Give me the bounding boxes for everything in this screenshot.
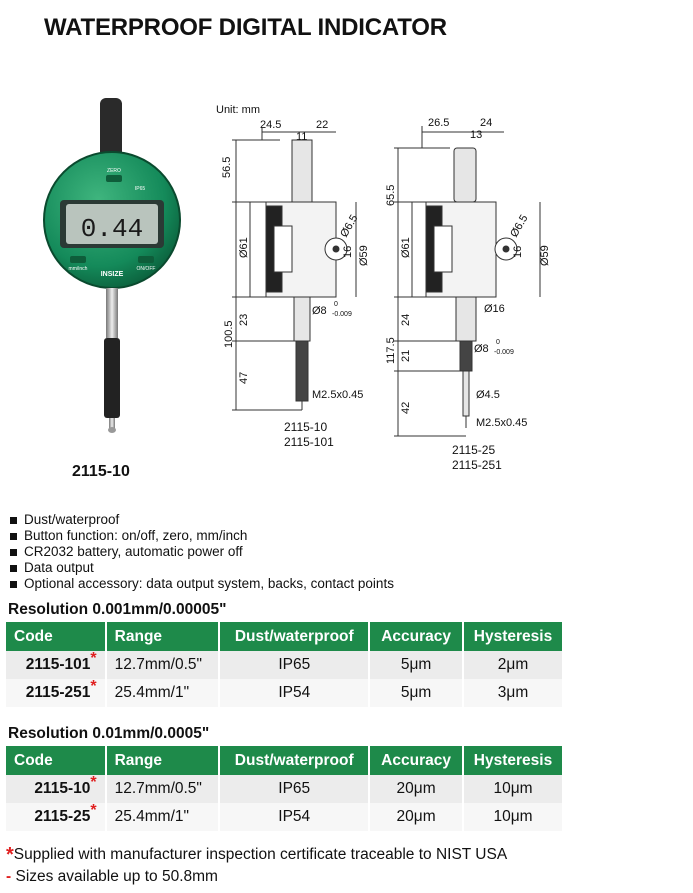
rating-cell: IP65 [219,651,369,679]
rating-label: IP65 [134,186,146,192]
dim-d61: Ø61 [238,237,250,258]
asterisk-mark: * [6,844,14,866]
col-code: Code [6,746,106,775]
dim-11: 11 [296,131,308,143]
mm-inch-label: mm/inch [68,266,88,272]
hysteresis-cell: 10μm [463,775,563,803]
rubber-boot [104,338,120,418]
col-rating: Dust/waterproof [219,746,369,775]
dim-22: 22 [316,119,329,131]
feature-item: Optional accessory: data output system, backs, contact points [8,576,394,592]
feature-item: Data output [8,560,394,576]
hysteresis-cell: 10μm [463,803,563,831]
stem [106,288,118,338]
range-cell: 25.4mm/1" [106,679,220,707]
dim-42: 42 [400,401,412,414]
contact-point [108,427,116,433]
code-cell: 2115-25 [34,808,91,825]
col-range: Range [106,746,220,775]
dim-d59: Ø59 [358,245,370,266]
spec-table-1 [6,622,564,707]
top-cap [100,98,122,158]
brand-logo: INSIZE [100,271,124,278]
drawing-right-models: 2115-25 2115-251 [452,443,502,472]
dim-24-5: 24.5 [260,119,282,131]
feature-item: Button function: on/off, zero, mm/inch [8,528,394,544]
dim-d8-r-lower: -0.009 [494,349,514,356]
table-row [6,775,563,803]
dim-d8-upper: 0 [334,301,338,308]
accuracy-cell: 20μm [369,775,463,803]
dim-d16: Ø16 [484,303,505,315]
dash-mark: - [6,868,12,885]
table-row [6,651,563,679]
dim-100-5: 100.5 [223,320,235,348]
col-hysteresis: Hysteresis [463,746,563,775]
accuracy-cell: 5μm [369,679,463,707]
range-cell: 12.7mm/0.5" [106,775,220,803]
asterisk-mark: * [90,678,97,695]
col-accuracy: Accuracy [369,622,463,651]
rating-cell: IP54 [219,803,369,831]
code-cell: 2115-101 [25,656,91,673]
table-row [6,803,563,831]
code-cell: 2115-251 [25,684,91,701]
dim-21: 21 [400,349,412,362]
resolution-heading-1: Resolution 0.001mm/0.00005" [8,601,227,618]
lcd-reading: 0.44 [80,214,144,244]
unit-label: Unit: mm [216,104,260,116]
dim-d8: Ø8 [312,305,327,317]
dim-26-5: 26.5 [428,117,450,129]
col-accuracy: Accuracy [369,746,463,775]
col-code: Code [6,622,106,651]
product-caption: 2115-10 [72,463,130,480]
drawing-left-models: 2115-10 2115-101 [284,420,334,449]
rating-cell: IP65 [219,775,369,803]
page-title: WATERPROOF DIGITAL INDICATOR [44,14,447,41]
dim-d4-5: Ø4.5 [476,389,500,401]
dim-d59-r: Ø59 [539,245,551,266]
col-hysteresis: Hysteresis [463,622,563,651]
feature-item: CR2032 battery, automatic power off [8,544,394,560]
dim-thread: M2.5x0.45 [312,389,364,401]
dim-117-5: 117.5 [385,337,397,364]
dim-24-r: 24 [400,313,412,326]
dim-d8-lower: -0.009 [332,311,352,318]
dim-24-top: 24 [480,117,493,129]
feature-item: Dust/waterproof [8,512,394,528]
dim-d61-r: Ø61 [400,237,412,258]
footnote-sizes: - Sizes available up to 50.8mm [6,868,218,885]
range-cell: 12.7mm/0.5" [106,651,220,679]
resolution-heading-2: Resolution 0.01mm/0.0005" [8,725,210,742]
zero-label: ZERO [107,168,121,174]
asterisk-mark: * [90,774,97,791]
dim-47: 47 [238,371,250,384]
dim-65-5: 65.5 [385,184,397,206]
dim-23: 23 [238,313,250,326]
asterisk-mark: * [90,650,97,667]
spec-table-2 [6,746,564,831]
hysteresis-cell: 3μm [463,679,563,707]
asterisk-mark: * [90,802,97,819]
dim-16-r: 16 [512,245,524,258]
indicator-photo [40,92,190,437]
dim-thread-r: M2.5x0.45 [476,417,528,429]
rating-cell: IP54 [219,679,369,707]
dim-16: 16 [342,245,354,258]
code-cell: 2115-10 [34,780,91,797]
dim-13: 13 [470,129,483,141]
drawing-2115-25 [385,117,570,448]
col-range: Range [106,622,220,651]
dim-d6-5-r: Ø6.5 [508,212,531,240]
range-cell: 25.4mm/1" [106,803,220,831]
dim-d6-5: Ø6.5 [338,212,361,240]
dim-56-5: 56.5 [221,156,233,178]
col-rating: Dust/waterproof [219,622,369,651]
footnote-certificate: *Supplied with manufacturer inspection certificate traceable to NIST USA [6,844,508,866]
accuracy-cell: 5μm [369,651,463,679]
drawing-2115-10 [220,118,390,418]
table-row [6,679,563,707]
dim-d8-r: Ø8 [474,343,489,355]
hysteresis-cell: 2μm [463,651,563,679]
accuracy-cell: 20μm [369,803,463,831]
dim-d8-r-upper: 0 [496,339,500,346]
feature-list [8,512,394,592]
onoff-label: ON/OFF [136,266,156,272]
